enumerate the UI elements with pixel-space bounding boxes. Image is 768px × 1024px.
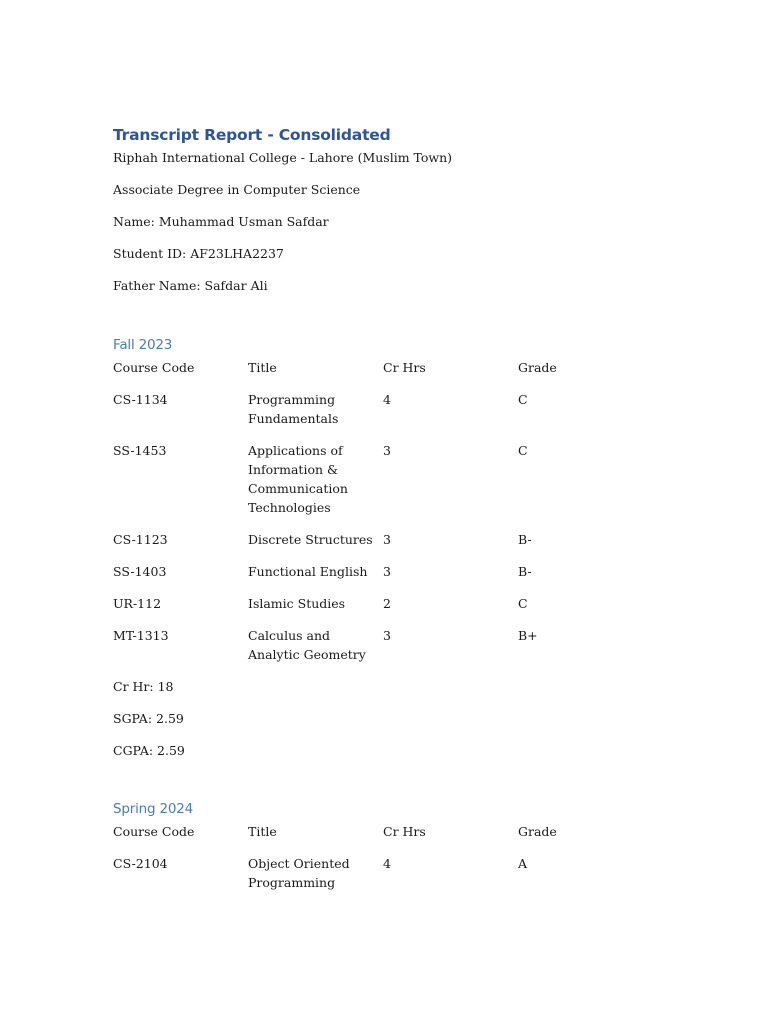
course-title: Applications of Information & Communication Technologies — [248, 443, 348, 515]
course-hours: 3 — [383, 443, 391, 458]
header-cr-hrs: Cr Hrs — [383, 360, 426, 375]
term-title: Fall 2023 — [113, 337, 173, 353]
student-name: Name: Muhammad Usman Safdar — [113, 214, 329, 229]
header-title: Title — [248, 360, 277, 375]
course-grade: C — [518, 392, 528, 407]
course-title: Object Oriented Programming — [248, 856, 350, 890]
course-code: CS-2104 — [113, 856, 168, 871]
course-title: Functional English — [248, 564, 368, 579]
course-code: CS-1123 — [113, 532, 168, 547]
course-title: Islamic Studies — [248, 596, 346, 611]
program-name: Associate Degree in Computer Science — [113, 182, 361, 197]
term-section-spring-2024 — [113, 799, 673, 892]
term-sgpa: SGPA: 2.59 — [113, 711, 184, 726]
term-summary — [113, 677, 673, 760]
course-code: UR-112 — [113, 596, 162, 611]
course-grade: C — [518, 443, 528, 458]
course-hours: 4 — [383, 856, 391, 871]
course-code: CS-1134 — [113, 392, 168, 407]
father-name: Father Name: Safdar Ali — [113, 278, 268, 293]
transcript-page — [113, 124, 673, 905]
course-hours: 3 — [383, 532, 391, 547]
header-grade: Grade — [518, 360, 557, 375]
course-hours: 3 — [383, 564, 391, 579]
term-credit-hours: Cr Hr: 18 — [113, 679, 174, 694]
course-title: Programming Fundamentals — [248, 392, 339, 426]
header-cr-hrs: Cr Hrs — [383, 824, 426, 839]
term-cgpa: CGPA: 2.59 — [113, 743, 185, 758]
course-grade: A — [518, 856, 528, 871]
header-grade: Grade — [518, 824, 557, 839]
table-row — [113, 562, 673, 581]
table-header-row — [113, 358, 673, 377]
course-title: Calculus and Analytic Geometry — [248, 628, 366, 662]
header-course-code: Course Code — [113, 360, 195, 375]
course-grade: B- — [518, 564, 532, 579]
document-title: Transcript Report - Consolidated — [113, 126, 391, 144]
table-header-row — [113, 822, 673, 841]
course-hours: 2 — [383, 596, 391, 611]
table-row — [113, 441, 673, 517]
course-grade: C — [518, 596, 528, 611]
term-section-fall-2023 — [113, 335, 673, 760]
term-title: Spring 2024 — [113, 801, 194, 817]
header-course-code: Course Code — [113, 824, 195, 839]
student-id: Student ID: AF23LHA2237 — [113, 246, 284, 261]
table-row — [113, 530, 673, 549]
course-grade: B+ — [518, 628, 538, 643]
course-code: SS-1453 — [113, 443, 167, 458]
course-code: MT-1313 — [113, 628, 169, 643]
header-title: Title — [248, 824, 277, 839]
course-title: Discrete Structures — [248, 532, 373, 547]
institution-name: Riphah International College - Lahore (Muslim Town) — [113, 150, 453, 165]
table-row — [113, 390, 673, 428]
table-row — [113, 626, 673, 664]
table-row — [113, 854, 673, 892]
course-code: SS-1403 — [113, 564, 167, 579]
table-row — [113, 594, 673, 613]
course-grade: B- — [518, 532, 532, 547]
course-hours: 4 — [383, 392, 391, 407]
course-hours: 3 — [383, 628, 391, 643]
